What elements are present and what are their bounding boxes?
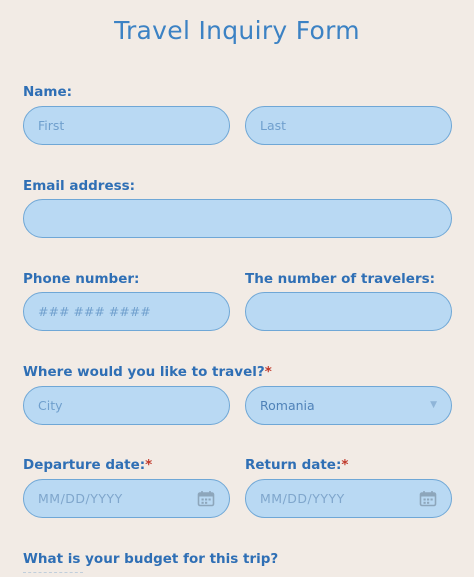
phone-label: Phone number: — [23, 271, 140, 287]
destination-label — [23, 364, 272, 380]
country-select-value: Romania — [260, 398, 315, 413]
travelers-label: The number of travelers: — [245, 271, 436, 287]
required-mark: * — [264, 364, 272, 380]
return-date-placeholder: MM/DD/YYYY — [260, 491, 345, 506]
calendar-icon[interactable] — [419, 490, 437, 510]
departure-date-input[interactable] — [23, 479, 230, 518]
calendar-icon[interactable] — [197, 490, 215, 510]
travelers-input[interactable] — [245, 292, 452, 331]
first-name-input[interactable] — [23, 106, 230, 145]
email-input[interactable] — [23, 199, 452, 238]
return-date-label — [245, 457, 348, 473]
return-date-label-text: Return date: — [245, 457, 342, 473]
last-name-input[interactable] — [245, 106, 452, 145]
budget-options-cutoff — [23, 572, 83, 577]
budget-label: What is your budget for this trip? — [23, 551, 279, 567]
phone-input[interactable] — [23, 292, 230, 331]
departure-date-label — [23, 457, 152, 473]
country-select[interactable] — [245, 386, 452, 425]
city-input[interactable] — [23, 386, 230, 425]
name-label: Name: — [23, 84, 73, 100]
departure-date-label-text: Departure date: — [23, 457, 146, 473]
required-mark: * — [341, 457, 349, 473]
required-mark: * — [145, 457, 153, 473]
return-date-input[interactable] — [245, 479, 452, 518]
form-title: Travel Inquiry Form — [114, 16, 360, 45]
departure-date-placeholder: MM/DD/YYYY — [38, 491, 123, 506]
chevron-down-icon: ▼ — [430, 400, 437, 410]
destination-label-text: Where would you like to travel? — [23, 364, 265, 380]
email-label: Email address: — [23, 178, 136, 194]
